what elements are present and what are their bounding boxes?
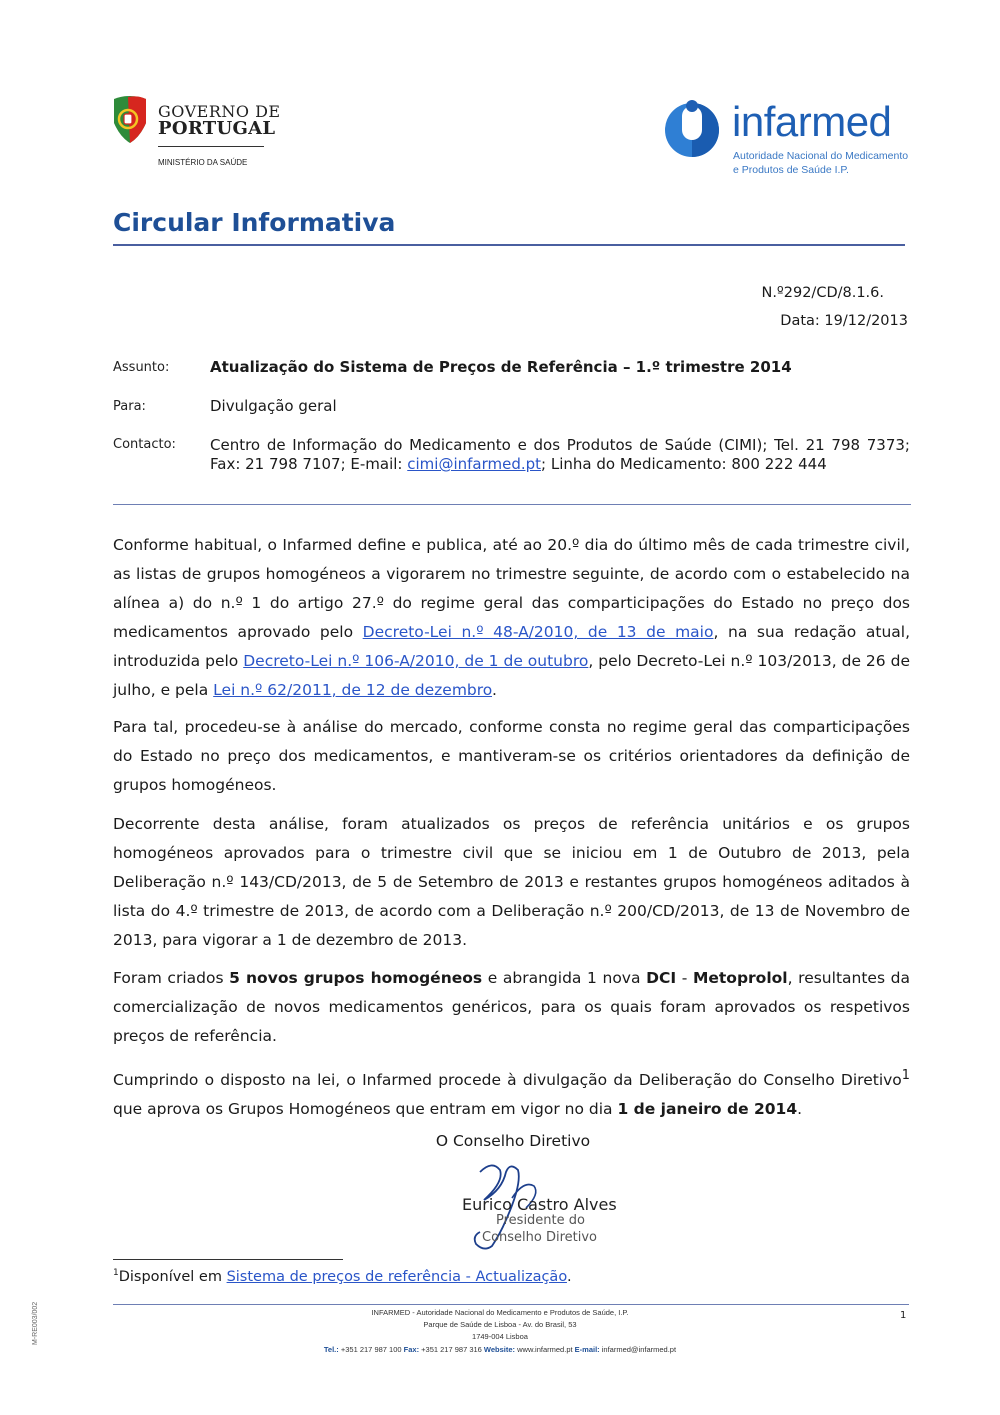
signatory-role-line1: Presidente do bbox=[496, 1213, 585, 1228]
paragraph-text: . bbox=[492, 681, 497, 699]
emphasis-text: 5 novos grupos homogéneos bbox=[229, 969, 483, 987]
document-form-code: M-RE003/002 bbox=[32, 1301, 39, 1345]
contact-label: Contacto: bbox=[113, 437, 176, 452]
subject-value: Atualização do Sistema de Preços de Referência – 1.º trimestre 2014 bbox=[210, 358, 792, 376]
footer-email: infarmed@infarmed.pt bbox=[599, 1345, 677, 1354]
portugal-emblem-icon bbox=[110, 93, 150, 145]
closing-line: O Conselho Diretivo bbox=[435, 1132, 591, 1150]
paragraph-text: , na sua redação atual, introduzida pelo bbox=[113, 623, 911, 670]
footer-website-label: Website: bbox=[483, 1345, 516, 1354]
reference-date: Data: 19/12/2013 bbox=[780, 313, 908, 329]
infarmed-subtitle-line2: e Produtos de Saúde I.P. bbox=[733, 164, 849, 176]
recipient-label: Para: bbox=[113, 399, 146, 414]
footnote bbox=[113, 1268, 572, 1285]
paragraph-text: - bbox=[676, 969, 693, 987]
footer-tel-label: Tel.: bbox=[323, 1345, 339, 1354]
footer-fax-label: Fax: bbox=[403, 1345, 420, 1354]
body-paragraph-3: Decorrente desta análise, foram atualizados os preços de referência unitários e os grupos homogéneos aprovados para o trimestre civil que se iniciou em 1 de Outubro de 2013, pela Deliberação n.º 143/CD/2013, de 5 de Setembro de 2013 e restantes grupos homogéneos aditados à lista do 4.º trimestre de 2013, de acordo com a Deliberação n.º 200/CD/2013, de 13 de Novembro de 2013, para vigorar a 1 de dezembro de 2013. bbox=[113, 815, 910, 949]
gov-title-line2: PORTUGAL bbox=[158, 118, 276, 139]
contact-text: Centro de Informação do Medicamento e dos Produtos de Saúde (CIMI); Tel. 21 798 7373; Fax: 21 798 7107; E-mail: bbox=[210, 436, 910, 473]
infarmed-subtitle-line1: Autoridade Nacional do Medicamento bbox=[733, 150, 909, 162]
footnote-marker: 1 bbox=[901, 1068, 910, 1083]
paragraph-text: que aprova os Grupos Homogéneos que entram em vigor no dia bbox=[113, 1100, 618, 1119]
reference-prices-link[interactable]: Sistema de preços de referência - Actualização bbox=[226, 1268, 567, 1285]
gov-title-line1: GOVERNO DE bbox=[158, 102, 281, 121]
emphasis-text: DCI bbox=[646, 969, 677, 987]
reference-number: N.º292/CD/8.1.6. bbox=[761, 285, 884, 301]
law-62-2011-link[interactable]: Lei n.º 62/2011, de 12 de dezembro bbox=[213, 681, 493, 699]
footer-organization: INFARMED - Autoridade Nacional do Medicamento e Produtos de Saúde, I.P. bbox=[371, 1308, 629, 1317]
decree-48a-2010-link[interactable]: Decreto-Lei n.º 48-A/2010, de 13 de maio bbox=[362, 623, 714, 641]
paragraph-text: . bbox=[797, 1100, 803, 1119]
signatory-name: Eurico Castro Alves bbox=[462, 1195, 617, 1214]
footer-fax: +351 217 987 316 bbox=[419, 1345, 484, 1354]
decree-106a-2010-link[interactable]: Decreto-Lei n.º 106-A/2010, de 1 de outubro bbox=[243, 652, 589, 670]
contact-email-link[interactable]: cimi@infarmed.pt bbox=[407, 455, 542, 473]
body-paragraph-5 bbox=[113, 1061, 910, 1124]
paragraph-text: Foram criados bbox=[113, 969, 230, 987]
contact-value bbox=[210, 436, 910, 474]
footnote-text: Disponível em bbox=[118, 1268, 227, 1285]
footer-website: www.infarmed.pt bbox=[515, 1345, 575, 1354]
gov-divider bbox=[158, 146, 264, 147]
ministry-label: MINISTÉRIO DA SAÚDE bbox=[158, 158, 248, 167]
body-paragraph-1 bbox=[113, 531, 910, 705]
infarmed-wordmark: infarmed bbox=[732, 98, 892, 145]
body-paragraph-4 bbox=[113, 964, 910, 1051]
contact-text-end: ; Linha do Medicamento: 800 222 444 bbox=[541, 455, 827, 473]
footnote-text-end: . bbox=[566, 1268, 572, 1285]
footer-contacts bbox=[0, 1345, 1000, 1354]
body-paragraph-2: Para tal, procedeu-se à análise do mercado, conforme consta no regime geral das comparticipações do Estado no preço dos medicamentos, e mantiveram-se os critérios orientadores da definição de grupos homogéneos. bbox=[113, 718, 910, 794]
footer-postcode: 1749-004 Lisboa bbox=[472, 1332, 528, 1341]
title-divider bbox=[113, 244, 905, 246]
document-title: Circular Informativa bbox=[113, 208, 396, 237]
signatory-role-line2: Conselho Diretivo bbox=[482, 1230, 598, 1245]
recipient-value: Divulgação geral bbox=[210, 397, 337, 415]
footer-address: Parque de Saúde de Lisboa - Av. do Brasil, 53 bbox=[423, 1320, 577, 1329]
footnote-number: 1 bbox=[113, 1268, 119, 1278]
page-number: 1 bbox=[900, 1310, 907, 1321]
emphasis-text: 1 de janeiro de 2014 bbox=[617, 1100, 798, 1119]
infarmed-logo-icon bbox=[662, 96, 722, 158]
paragraph-text: , pelo Decreto-Lei n.º 103/2013, de 26 de julho, e pela bbox=[113, 652, 910, 699]
footer-email-label: E-mail: bbox=[574, 1345, 600, 1354]
paragraph-text: Conforme habitual, o Infarmed define e publica, até ao 20.º dia do último mês de cada trimestre civil, as listas de grupos homogéneos a vigorarem no trimestre seguinte, de acordo com o estabelecido na alínea a) do n.º 1 do artigo 27.º do regime geral das comparticipações do Estado no preço dos medicamentos aprovado pelo bbox=[113, 536, 910, 641]
footer-divider bbox=[113, 1304, 909, 1305]
paragraph-text: , resultantes da comercialização de novos medicamentos genéricos, para os quais foram aprovados os respetivos preços de referência. bbox=[113, 969, 910, 1045]
emphasis-text: Metoprolol bbox=[692, 969, 788, 987]
footer-tel: +351 217 987 100 bbox=[338, 1345, 404, 1354]
footnote-divider bbox=[113, 1259, 343, 1260]
subject-label: Assunto: bbox=[113, 360, 170, 375]
paragraph-text: Cumprindo o disposto na lei, o Infarmed procede à divulgação da Deliberação do Conselho Diretivo bbox=[113, 1071, 902, 1090]
meta-divider bbox=[113, 504, 911, 505]
paragraph-text: e abrangida 1 nova bbox=[482, 969, 647, 987]
